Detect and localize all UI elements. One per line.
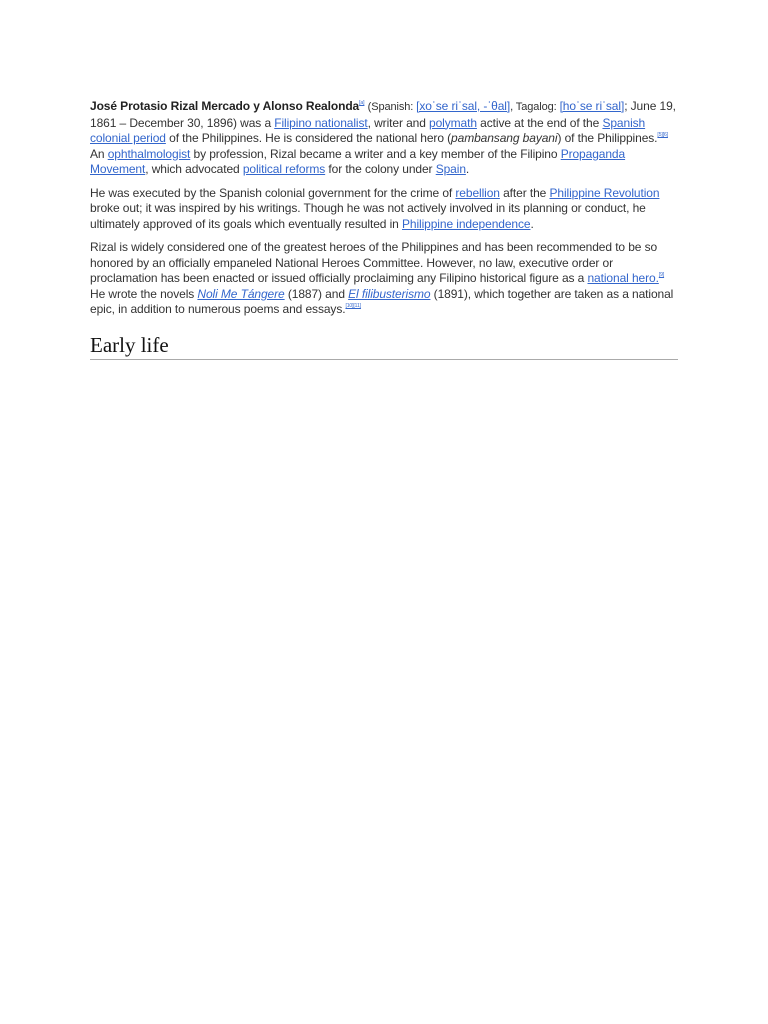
footnote-10-11-link[interactable]: [10][11] bbox=[345, 303, 361, 309]
link-rebellion[interactable]: rebellion bbox=[455, 185, 500, 200]
para3-text-3: (1887) and bbox=[284, 286, 349, 301]
footnote-5-6[interactable] bbox=[657, 132, 668, 138]
execution-paragraph bbox=[90, 186, 678, 233]
para2-text-1: He was executed by the Spanish colonial government for the crime of bbox=[90, 185, 456, 200]
para3-text-1: Rizal is widely considered one of the greatest heroes of the Philippines and has been recommended to be so honored by an officially empaneled National Heroes Committee. However, no law, executive order or proclamation has been enacted or issued officially proclaiming any Filipino historical figure as a bbox=[90, 240, 658, 285]
article-body bbox=[90, 99, 678, 360]
footnote-10-11[interactable] bbox=[345, 303, 361, 309]
link-propaganda-movement[interactable]: Propaganda Movement bbox=[90, 146, 626, 176]
footnote-5-6-link[interactable]: [5][6] bbox=[657, 132, 668, 138]
intro-text-6: An bbox=[90, 146, 108, 161]
link-ophthalmologist[interactable]: ophthalmologist bbox=[107, 146, 191, 161]
link-spanish-colonial-period[interactable]: Spanish colonial period bbox=[90, 115, 646, 145]
intro-paragraph bbox=[90, 99, 678, 178]
intro-text-1: ; June 19, 1861 – December 30, 1896) was a bbox=[90, 99, 676, 130]
footnote-9[interactable] bbox=[659, 272, 664, 278]
link-el-filibusterismo[interactable] bbox=[348, 287, 430, 301]
noli-title[interactable]: Noli Me Tángere bbox=[197, 286, 285, 301]
footnote-9-link[interactable]: [9] bbox=[658, 272, 665, 278]
intro-text-7: by profession, Rizal became a writer and a key member of the Filipino bbox=[190, 146, 561, 161]
link-philippine-independence[interactable]: Philippine independence bbox=[401, 216, 531, 231]
legacy-paragraph bbox=[90, 240, 678, 318]
pambansang-bayani: pambansang bayani bbox=[451, 131, 558, 145]
link-spain[interactable]: Spain bbox=[435, 162, 466, 176]
link-philippine-revolution[interactable]: Philippine Revolution bbox=[549, 185, 660, 200]
para2-text-2: after the bbox=[499, 185, 550, 200]
subject-name: José Protasio Rizal Mercado y Alonso Realonda bbox=[90, 99, 360, 113]
fili-title[interactable]: El filibusterismo bbox=[348, 286, 431, 301]
spanish-label: (Spanish: bbox=[367, 101, 417, 113]
ipa-spanish-link[interactable]: [xoˈse riˈsal, -ˈθal] bbox=[416, 99, 511, 113]
intro-text-5: ) of the Philippines. bbox=[557, 131, 658, 145]
intro-text-2: , writer and bbox=[367, 115, 430, 130]
para2-text-3: broke out; it was inspired by his writings. Though he was not actively involved in its planning or conduct, he ultimately approved of its goals which eventually resulted in bbox=[90, 201, 646, 231]
link-national-hero[interactable]: national hero. bbox=[587, 271, 659, 285]
footnote-a-link[interactable]: [a] bbox=[359, 100, 365, 106]
intro-text-8: , which advocated bbox=[145, 162, 243, 176]
para3-text-4: (1891), which together are taken as a national epic, in addition to numerous poems and essays. bbox=[90, 286, 674, 316]
link-filipino-nationalist[interactable]: Filipino nationalist bbox=[274, 115, 368, 130]
intro-text-9: for the colony under bbox=[325, 162, 436, 176]
para3-text-2: He wrote the novels bbox=[90, 286, 198, 301]
ipa-tagalog-link[interactable]: [hoˈse riˈsal] bbox=[559, 99, 625, 113]
intro-text-10: . bbox=[465, 162, 470, 176]
link-noli-me-tangere[interactable] bbox=[197, 287, 284, 301]
link-polymath[interactable]: polymath bbox=[429, 115, 477, 130]
footnote-a[interactable] bbox=[359, 100, 364, 106]
para2-text-4: . bbox=[530, 216, 534, 231]
intro-text-4: of the Philippines. He is considered the national hero ( bbox=[165, 131, 452, 145]
intro-text-3: active at the end of the bbox=[476, 115, 603, 130]
link-political-reforms[interactable]: political reforms bbox=[242, 162, 326, 176]
section-heading-early-life: Early life bbox=[90, 332, 678, 360]
tagalog-label: , Tagalog: bbox=[510, 101, 560, 113]
